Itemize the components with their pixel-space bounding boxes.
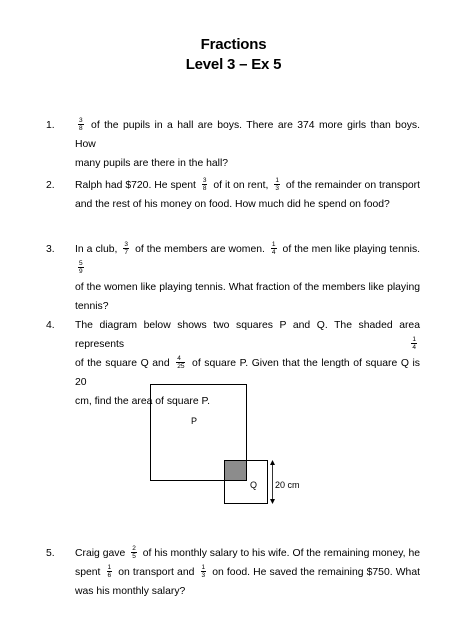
question-number: 1. bbox=[46, 120, 55, 131]
page-subtitle: Level 3 – Ex 5 bbox=[185, 56, 282, 73]
fraction: $\frac{2}{5}$ bbox=[132, 544, 136, 560]
fraction: $\frac{1}{6}$ bbox=[107, 563, 112, 579]
fraction: $\frac{3}{8}$ bbox=[202, 176, 207, 192]
fraction: $\frac{1}{3}$ bbox=[275, 176, 279, 192]
label-p: P bbox=[191, 416, 198, 426]
shaded-overlap bbox=[225, 461, 247, 481]
question-number: 2. bbox=[46, 180, 55, 191]
question-1-text: $\frac{3}{8}$ of the pupils in a hall are boys. There are 374 more girls than boys. How many pupils are there in the hall? bbox=[75, 116, 420, 169]
length-arrow-head-top bbox=[270, 460, 275, 465]
question-2-text: Ralph had $720. He spent $\frac{3}{8}$ of it on rent, $\frac{1}{3}$ of the remainder on transport and the rest of his money on food. How much did he spend on food? bbox=[75, 176, 421, 210]
question-number: 4. bbox=[46, 320, 55, 331]
label-q: Q bbox=[250, 480, 258, 490]
fraction: $\frac{3}{8}$ bbox=[79, 116, 83, 132]
fraction: $\frac{1}{3}$ bbox=[201, 563, 206, 579]
fraction: $\frac{1}{4}$ bbox=[412, 335, 416, 351]
question-3-text: In a club, $\frac{3}{7}$ of the members are women. $\frac{1}{4}$ of the men like playing tennis. $\frac{5}{9}$ of the women like playing tennis. What fraction of the members like playing tennis? bbox=[75, 240, 421, 312]
page-title: Fractions bbox=[200, 36, 267, 53]
fraction: $\frac{4}{25}$ bbox=[177, 354, 185, 370]
fraction: $\frac{5}{9}$ bbox=[79, 259, 83, 275]
fraction: $\frac{1}{4}$ bbox=[271, 240, 276, 256]
question-5-text: Craig gave $\frac{2}{5}$ of his monthly salary to his wife. Of the remaining money, he spent $\frac{1}{6}$ on transport and $\frac{1}{3}$ on food. He saved the remaining $750. What was his monthly salary? bbox=[75, 544, 421, 597]
label-length: 20 cm bbox=[275, 480, 300, 490]
question-number: 3. bbox=[46, 244, 55, 255]
question-4-text: The diagram below shows two squares P and Q. The shaded area represents $\frac{1}{4}$ of the square Q and $\frac{4}{25}$ of square P. Given that the length of square Q is 20 cm, find the area of square P. bbox=[75, 320, 421, 407]
square-q bbox=[225, 461, 268, 504]
fraction: $\frac{3}{7}$ bbox=[124, 240, 129, 256]
length-arrow-head-bottom bbox=[270, 499, 275, 504]
question-number: 5. bbox=[46, 548, 55, 559]
